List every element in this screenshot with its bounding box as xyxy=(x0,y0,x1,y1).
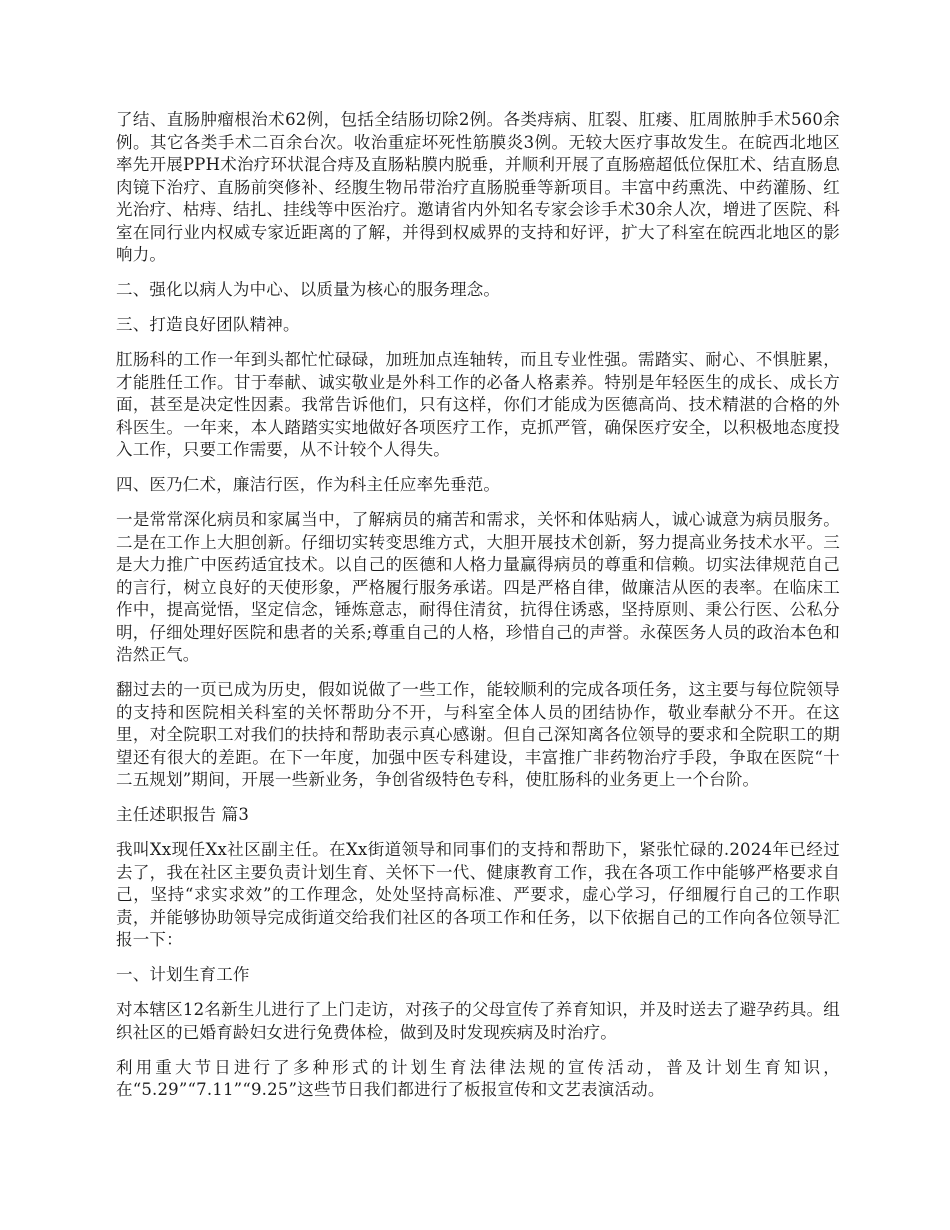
paragraph-integrity: 一是常常深化病员和家属当中，了解病员的痛苦和需求，关怀和体贴病人，诚心诚意为病员服务。二是在工作上大胆创新。仔细切实转变思维方式，大胆开展技术创新，努力提高业务技术水平。三是大力推广中医药适宜技术。以自己的医德和人格力量赢得病员的尊重和信赖。切实法律规范自己的言行，树立良好的天使形象，严格履行服务承诺。四是严格自律，做廉洁从医的表率。在临床工作中，提高觉悟，坚定信念，锤炼意志，耐得住清贫，抗得住诱惑，坚持原则、秉公行医、公私分明，仔细处理好医院和患者的关系;尊重自己的人格，珍惜自己的声誉。永葆医务人员的政治本色和浩然正气。 xyxy=(116,510,840,664)
section-heading-family-planning: 一、计划生育工作 xyxy=(116,965,250,984)
section-heading-integrity: 四、医乃仁术，廉洁行医，作为科主任应率先垂范。 xyxy=(116,475,501,494)
section-heading-team-spirit: 三、打造良好团队精神。 xyxy=(116,315,300,334)
paragraph-surgery-summary: 了结、直肠肿瘤根治术62例，包括全结肠切除2例。各类痔病、肛裂、肛瘘、肛周脓肿手术560余例。其它各类手术二百余台次。收治重症坏死性筋膜炎3例。无较大医疗事故发生。在皖西北地区率先开展PPH术治疗环状混合痔及直肠粘膜内脱垂，并顺利开展了直肠癌超低位保肛术、结直肠息肉镜下治疗、直肠前突修补、经腹生物吊带治疗直肠脱垂等新项目。丰富中药熏洗、中药灌肠、红光治疗、枯痔、结扎、挂线等中医治疗。邀请省内外知名专家会诊手术30余人次，增进了医院、科室在同行业内权威专家近距离的了解，并得到权威界的支持和好评，扩大了科室在皖西北地区的影响力。 xyxy=(116,110,840,264)
paragraph-conclusion: 翻过去的一页已成为历史，假如说做了一些工作，能较顺利的完成各项任务，这主要与每位院领导的支持和医院相关科室的关怀帮助分不开，与科室全体人员的团结协作，敬业奉献分不开。在这里，对全院职工对我们的扶持和帮助表示真心感谢。但自己深知离各位领导的要求和全院职工的期望还有很大的差距。在下一年度，加强中医专科建设，丰富推广非药物治疗手段，争取在医院“十二五规划”期间，开展一些新业务，争创省级特色专科，使肛肠科的业务更上一个台阶。 xyxy=(116,680,840,789)
section-heading-service-concept: 二、强化以病人为中心、以质量为核心的服务理念。 xyxy=(116,280,501,299)
report-title-part3: 主任述职报告 篇3 xyxy=(116,805,250,824)
paragraph-newborn-visits: 对本辖区12名新生儿进行了上门走访，对孩子的父母宣传了养育知识，并及时送去了避孕药具。组织社区的已婚育龄妇女进行免费体检，做到及时发现疾病及时治疗。 xyxy=(116,1000,840,1042)
paragraph-publicity: 利用重大节日进行了多种形式的计划生育法律法规的宣传活动，普及计划生育知识，在“5.29”“7.11”“9.25”这些节日我们都进行了板报宣传和文艺表演活动。 xyxy=(116,1057,840,1099)
paragraph-team-work: 肛肠科的工作一年到头都忙忙碌碌，加班加点连轴转，而且专业性强。需踏实、耐心、不惧脏累，才能胜任工作。甘于奉献、诚实敬业是外科工作的必备人格素养。特别是年轻医生的成长、成长方面，甚至是决定性因素。我常告诉他们，只有这样，你们才能成为医德高尚、技术精湛的合格的外科医生。一年来，本人踏踏实实地做好各项医疗工作，克抓严管，确保医疗安全，以积极地态度投入工作，只要工作需要，从不计较个人得失。 xyxy=(116,350,840,459)
paragraph-introduction: 我叫Xx现任Xx社区副主任。在Xx街道领导和同事们的支持和帮助下，紧张忙碌的.2024年已经过去了，我在社区主要负责计划生育、关怀下一代、健康教育工作，我在各项工作中能够严格要求自己，坚持“求实求效”的工作理念，处处坚持高标准、严要求，虚心学习，仔细履行自己的工作职责，并能够协助领导完成街道交给我们社区的各项工作和任务，以下依据自己的工作向各位领导汇报一下： xyxy=(116,840,840,949)
